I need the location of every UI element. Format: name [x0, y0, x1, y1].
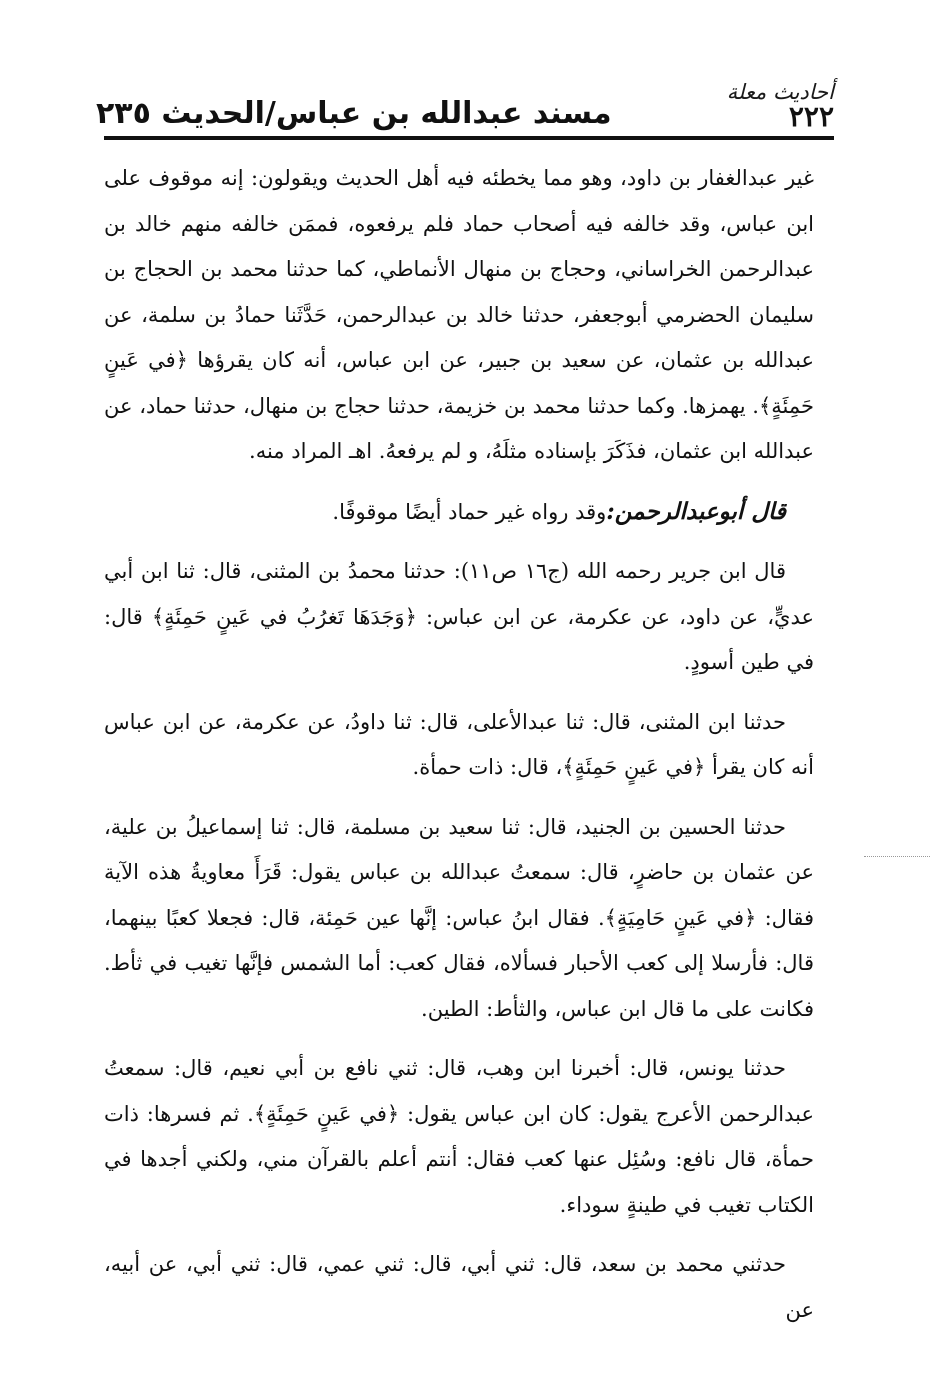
paragraph-1: غير عبدالغفار بن داود، وهو مما يخطئه فيه أهل الحديث ويقولون: إنه موقوف على ابن عباس، وقد خالفه فيه أصحاب حماد فلم يرفعوه، فممَن خالفه منهم خالد بن عبدالرحمن الخراساني، وحجاج بن منهال الأنماطي، كما حدثنا محمد بن الحجاج بن سليمان الحضرمي أبوجعفر، حدثنا خالد بن عبدالرحمن، حَدَّثَنا حمادُ بن سلمة، عن عبدالله بن عثمان، عن سعيد بن جبير، عن ابن عباس، أنه كان يقرؤها ﴿في عَينٍ حَمِئَةٍ﴾. يهمزها. وكما حدثنا محمد بن خزيمة، حدثنا حجاج بن منهال، حدثنا حماد، عن عبدالله ابن عثمان، فذَكَرَ بإسناده مثلَهُ، و لم يرفعهُ. اهـ المراد منه.	[104, 166, 814, 463]
paragraph-4: حدثنا ابن المثنى، قال: ثنا عبدالأعلى، قال: ثنا داودُ، عن عكرمة، عن ابن عباس أنه كان يقرأ ﴿في عَينٍ حَمِئَةٍ﴾، قال: ذات حمأة.	[104, 709, 814, 779]
handwritten-note: أحاديث معلة	[726, 80, 834, 104]
author-note-text: وقد رواه غير حماد أيضًا موقوفًا.	[332, 499, 607, 524]
page-number: ٢٢٢	[788, 100, 834, 133]
running-title: مسند عبدالله بن عباس/الحديث ٢٣٥	[96, 96, 612, 131]
margin-dotted-mark	[864, 856, 930, 857]
page-header	[96, 96, 842, 136]
paragraph-3: قال ابن جرير رحمه الله (ج١٦ ص١١): حدثنا محمدُ بن المثنى، قال: ثنا ابن أبي عديٍّ، عن داود، عن عكرمة، عن ابن عباس: ﴿وَجَدَهَا تَغرُبُ في عَينٍ حَمِئَةٍ﴾ قال: في طين أسودٍ.	[104, 559, 814, 674]
paragraph-2-author-note	[104, 489, 814, 536]
header-rule	[104, 136, 834, 140]
body-text	[104, 156, 814, 1333]
paragraph-6: حدثنا يونس، قال: أخبرنا ابن وهب، قال: ثني نافع بن أبي نعيم، قال: سمعتُ عبدالرحمن الأعرج يقول: كان ابن عباس يقول: ﴿في عَينٍ حَمِئَةٍ﴾. ثم فسرها: ذات حمأة، قال نافع: وسُئِل عنها كعب فقال: أنتم أعلم بالقرآن مني، ولكني أجدها في الكتاب تغيب في طينةٍ سوداء.	[104, 1056, 814, 1217]
paragraph-5: حدثنا الحسين بن الجنيد، قال: ثنا سعيد بن مسلمة، قال: ثنا إسماعيلُ بن علية، عن عثمان بن حاضرٍ، قال: سمعتُ عبدالله بن عباس يقول: قَرَأَ معاويةُ هذه الآية فقال: ﴿في عَينٍ حَامِيَةٍ﴾. فقال ابنُ عباس: إنَّها عين حَمِئة، قال: فجعلا كعبًا بينهما، قال: فأرسلا إلى كعب الأحبار فسألاه، فقال كعب: أما الشمس فإنَّها تغيب في ثأط. فكانت على ما قال ابن عباس، والثأط: الطين.	[104, 814, 814, 1021]
paragraph-7: حدثني محمد بن سعد، قال: ثني أبي، قال: ثني عمي، قال: ثني أبي، عن أبيه، عن	[104, 1252, 814, 1322]
author-signature: قال أبوعبدالرحمن:	[606, 497, 786, 525]
